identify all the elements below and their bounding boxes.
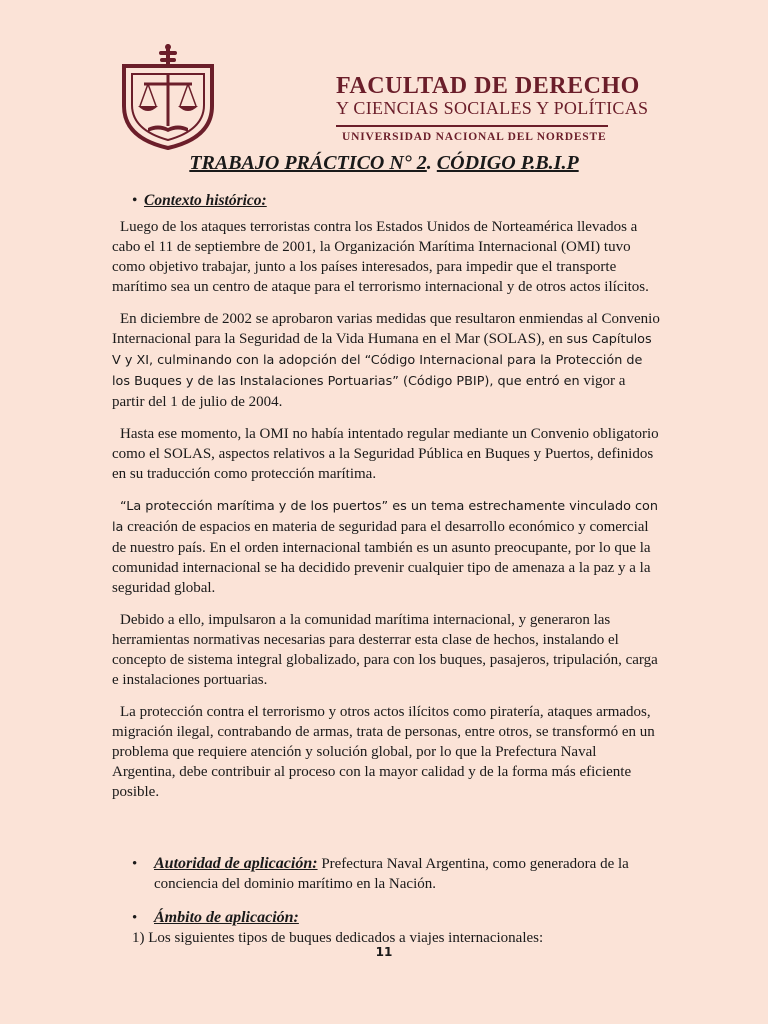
section-scope-heading: Ámbito de aplicación: <box>154 909 299 926</box>
page-number: 11 <box>375 945 393 959</box>
title-separator: . <box>426 152 432 174</box>
section-heading-context <box>132 191 660 211</box>
section-authority-heading: Autoridad de aplicación: <box>154 855 318 872</box>
paragraph-2-part-1: En diciembre de 2002 se aprobaron varias medidas que resultaron enmiendas al Convenio Internacional para la Seguridad de la Vida Humana en el Mar (SOLAS), en <box>112 311 660 347</box>
paragraph-6: La protección contra el terrorismo y otros actos ilícitos como piratería, ataques armados, migración ilegal, contrabando de armas, trata de personas, entre otros, se transformó en un problema que requiere atención y solución global, por lo que la Prefectura Naval Argentina, debe contribuir al proceso con la mayor calidad y de la forma más eficiente posible. <box>112 704 655 800</box>
paragraph-2-part-3: vigor a partir del 1 de julio de 2004. <box>112 373 626 410</box>
paragraph-4-part-2: creación de espacios en materia de seguridad para el desarrollo económico y comercial de nuestro país. En el orden internacional también es un asunto preocupante, por lo que la comunidad internacional se ha decidido prevenir cualquier tipo de amenaza a la paz y a la seguridad global. <box>112 519 651 596</box>
section-spacer <box>112 814 660 854</box>
section-authority-text: Prefectura Naval Argentina, como generadora de la conciencia del dominio marítimo en la Nación. <box>154 856 629 892</box>
faculty-shield-logo <box>118 44 218 150</box>
paragraph-2-part-2: sus Capítulos V y XI, culminando con la adopción del “Código Internacional para la Protección de los Buques y de las Instalaciones Portuarias” (Código PBIP), que entró en <box>112 332 652 389</box>
document-header <box>118 44 658 154</box>
university-name: UNIVERSIDAD NACIONAL DEL NORDESTE <box>342 131 607 143</box>
section-heading-label: Contexto histórico: <box>144 192 267 209</box>
institution-subtitle: Y CIENCIAS SOCIALES Y POLÍTICAS <box>336 98 649 118</box>
paragraph-1: Luego de los ataques terroristas contra los Estados Unidos de Norteamérica llevados a cabo el 11 de septiembre de 2001, la Organización Marítima Internacional (OMI) tuvo como objetivo trabajar, junto a los países interesados, para impedir que el transporte marítimo sea un centro de ataque para el terrorismo internacional y de otros actos ilícitos. <box>112 219 649 295</box>
paragraph-5: Debido a ello, impulsaron a la comunidad marítima internacional, y generaron las herramientas normativas necesarias para desterrar esta clase de hechos, instalando el concepto de sistema integral globalizado, para con los buques, pasajeros, tripulación, carga e instalaciones portuarias. <box>112 612 658 688</box>
institution-name-block <box>336 74 656 143</box>
header-divider <box>336 125 608 127</box>
bullet-icon: • <box>132 910 138 926</box>
paragraph-2 <box>112 309 660 412</box>
document-body <box>112 191 660 948</box>
section-authority <box>112 854 660 894</box>
title-code: CÓDIGO P.B.I.P <box>436 152 579 174</box>
bullet-icon: • <box>132 192 138 209</box>
institution-name: FACULTAD DE DERECHO <box>336 73 640 99</box>
paragraph-4 <box>112 496 660 598</box>
paragraph-4-part-1: “La protección marítima y de los puertos” es un tema estrechamente vinculado con la <box>112 499 658 535</box>
document-title <box>0 152 768 175</box>
section-scope <box>112 908 660 928</box>
scope-item-1: 1) Los siguientes tipos de buques dedicados a viajes internacionales: <box>132 930 544 946</box>
bullet-icon: • <box>132 856 138 872</box>
title-main: TRABAJO PRÁCTICO N° 2 <box>189 152 427 174</box>
paragraph-3: Hasta ese momento, la OMI no había intentado regular mediante un Convenio obligatorio como el SOLAS, aspectos relativos a la Seguridad Pública en Buques y Puertos, definidos en su traducción como protección marítima. <box>112 426 659 482</box>
